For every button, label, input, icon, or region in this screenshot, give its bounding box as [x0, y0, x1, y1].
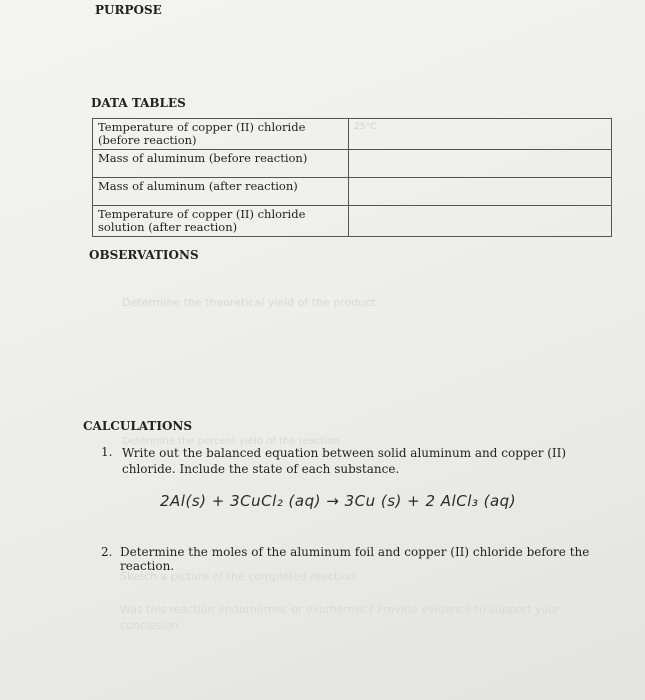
- row-value: [349, 150, 612, 178]
- observations-heading: OBSERVATIONS: [89, 248, 199, 262]
- data-tables-heading: DATA TABLES: [91, 96, 186, 110]
- row-value: 25°C: [349, 119, 612, 150]
- bleed-through-text: Determine the percent yield of the reaction: [122, 436, 340, 447]
- question-2-text: Determine the moles of the aluminum foil and copper (II) chloride before the reaction.: [120, 545, 590, 573]
- question-2-number: 2.: [101, 545, 113, 559]
- table-row: [93, 206, 612, 237]
- row-label: Temperature of copper (II) chloride solution (after reaction): [93, 206, 349, 237]
- table-row: [93, 119, 612, 150]
- row-value: [349, 206, 612, 237]
- question-1-text: Write out the balanced equation between solid aluminum and copper (II) chloride. Include the state of each substance.: [122, 446, 567, 476]
- row-value: [349, 178, 612, 206]
- handwritten-equation: 2Al(s) + 3CuCl₂ (aq) → 3Cu (s) + 2 AlCl₃ (aq): [160, 492, 517, 510]
- calculations-heading: CALCULATIONS: [83, 419, 193, 433]
- data-table: [92, 118, 612, 237]
- question-1-number: 1.: [101, 445, 113, 459]
- bleed-through-text: Determine the theoretical yield of the product: [122, 296, 376, 309]
- table-row: [93, 150, 612, 178]
- row-label: Mass of aluminum (after reaction): [93, 178, 349, 206]
- table-row: [93, 178, 612, 206]
- row-label: Mass of aluminum (before reaction): [93, 150, 349, 178]
- bleed-through-text: Was this reaction endothermic or exothermic? Provide evidence to support your conclusion.: [120, 603, 560, 632]
- purpose-heading: PURPOSE: [95, 3, 162, 17]
- bleed-through-text: Sketch a picture of the completed reaction: [120, 570, 356, 583]
- row-label: Temperature of copper (II) chloride (before reaction): [93, 119, 349, 150]
